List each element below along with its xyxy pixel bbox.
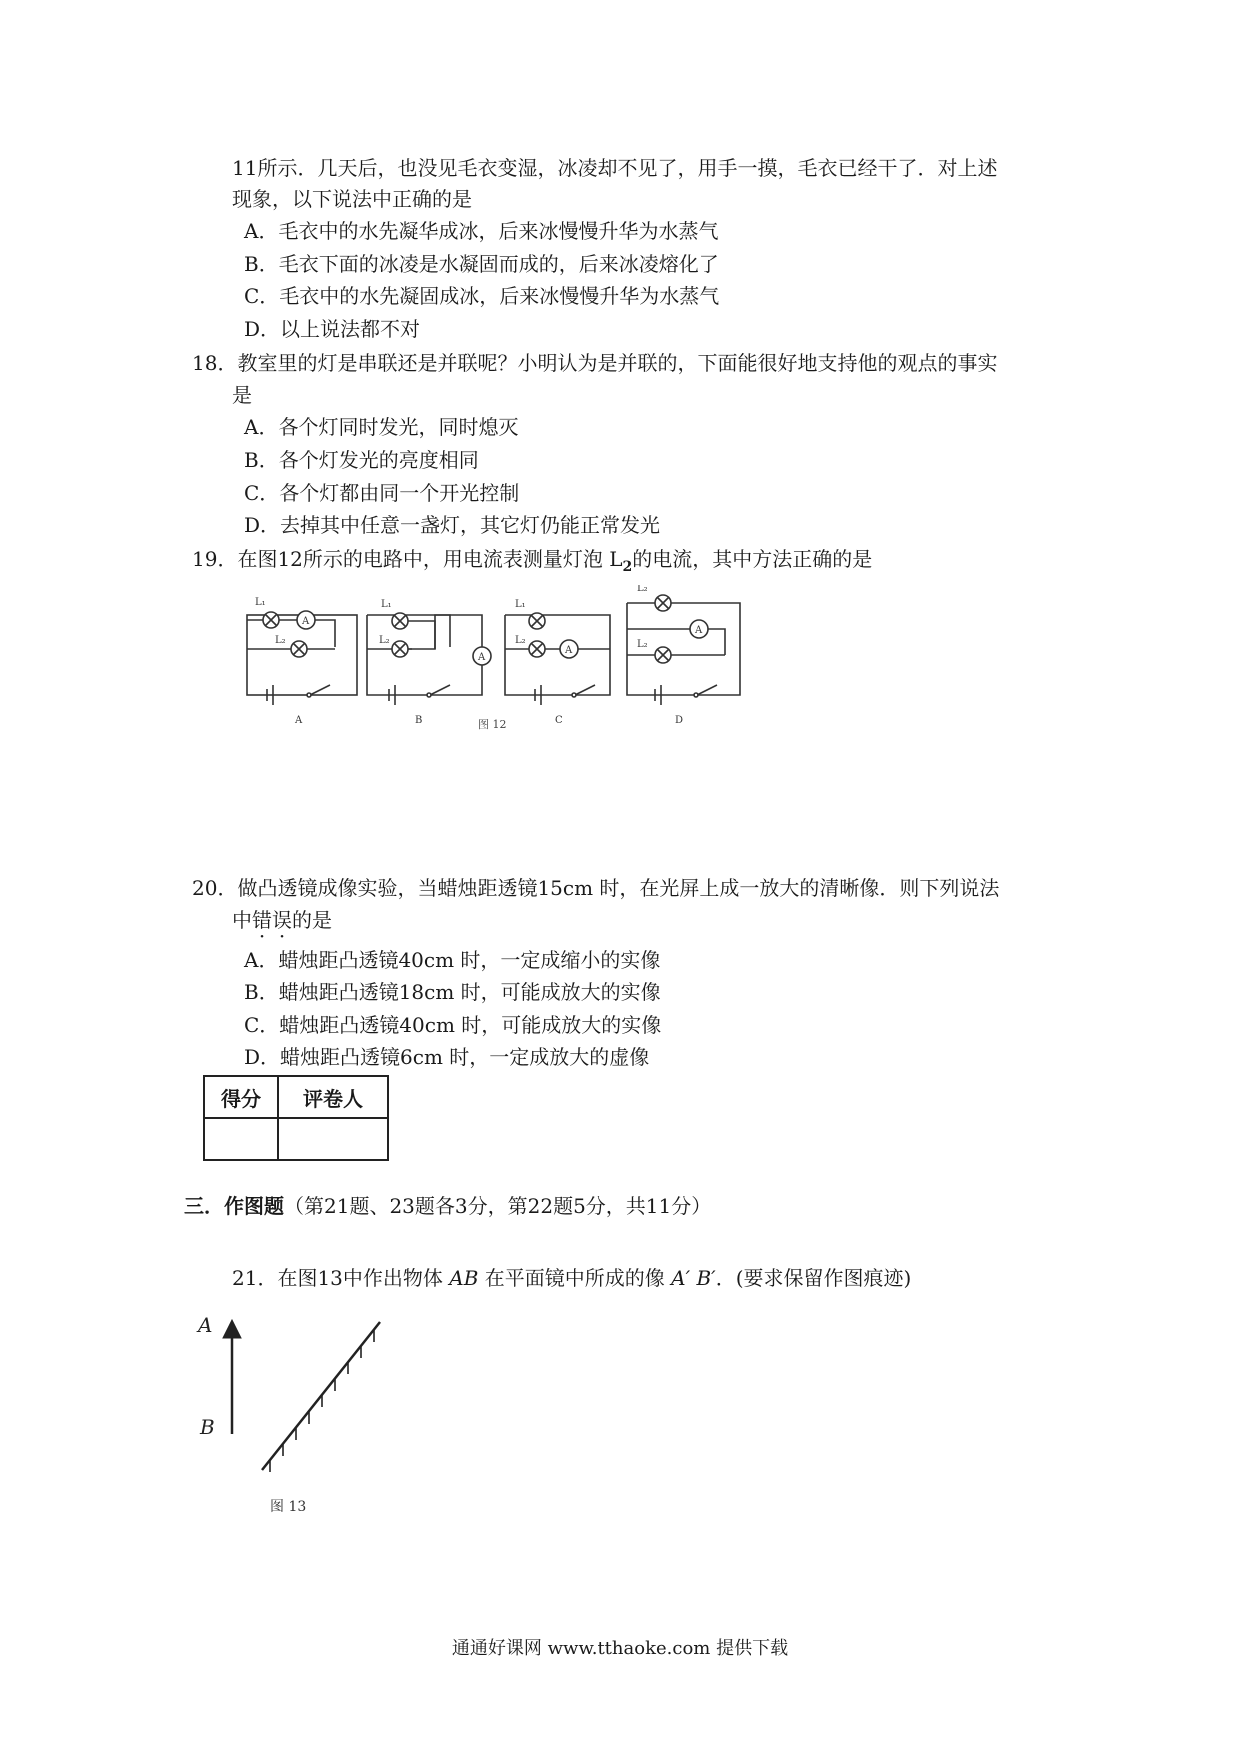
q21-suffix: ．(要求保留作图痕迹) bbox=[715, 1266, 912, 1290]
q20-option-b: B．蜡烛距凸透镜18cm 时，可能成放大的实像 bbox=[244, 980, 661, 1004]
label-a-ammeter: A bbox=[302, 616, 310, 627]
q20-option-d: D．蜡烛距凸透镜6cm 时，一定成放大的虚像 bbox=[244, 1045, 650, 1069]
label-a: A bbox=[198, 1313, 213, 1337]
q20-text-emph1: 错 bbox=[252, 908, 272, 932]
label-b-l1: L₁ bbox=[381, 599, 392, 610]
label-d-l2: L₂ bbox=[637, 639, 648, 650]
label-b: B bbox=[200, 1415, 215, 1439]
q17-option-a: A．毛衣中的水先凝华成冰，后来冰慢慢升华为水蒸气 bbox=[244, 219, 719, 243]
q19-text-suffix: 的电流，其中方法正确的是 bbox=[632, 547, 873, 571]
q21-aprime: A′ B′ bbox=[671, 1266, 716, 1290]
arrow-head-icon bbox=[223, 1320, 241, 1338]
label-c-ammeter: A bbox=[565, 645, 573, 656]
q19-line1 bbox=[192, 545, 872, 581]
q18-option-b: B．各个灯发光的亮度相同 bbox=[244, 448, 479, 472]
circuit-d bbox=[627, 595, 740, 705]
q17-line1: 11所示．几天后，也没见毛衣变湿，冰凌却不见了，用手一摸，毛衣已经干了．对上述 bbox=[232, 156, 998, 180]
q18-option-c: C．各个灯都由同一个开光控制 bbox=[244, 481, 520, 505]
label-c-l2: L₂ bbox=[515, 635, 526, 646]
circuit-label-d: D bbox=[675, 715, 684, 726]
circuit-c bbox=[505, 613, 610, 705]
grader-header: 评卷人 bbox=[278, 1076, 388, 1118]
q21-text bbox=[232, 1264, 911, 1292]
label-d-l2-top: L₂ bbox=[637, 585, 648, 594]
q20-option-a: A．蜡烛距凸透镜40cm 时，一定成缩小的实像 bbox=[244, 948, 661, 972]
plane-mirror bbox=[262, 1322, 380, 1470]
q18-option-a: A．各个灯同时发光，同时熄灭 bbox=[244, 415, 519, 439]
q20-option-c: C．蜡烛距凸透镜40cm 时，可能成放大的实像 bbox=[244, 1013, 662, 1037]
section-3-heading bbox=[184, 1192, 711, 1220]
figure-12 bbox=[235, 585, 755, 730]
q20-text-a: 中 bbox=[232, 908, 252, 932]
q20-line2 bbox=[232, 906, 332, 934]
figure-12-caption: 图 12 bbox=[478, 718, 507, 731]
q20-text-emph2: 误 bbox=[272, 908, 292, 932]
q18-line1: 18．教室里的灯是串联还是并联呢？小明认为是并联的，下面能很好地支持他的观点的事实 bbox=[192, 351, 998, 375]
figure-13-caption: 图 13 bbox=[270, 1499, 307, 1515]
label-c-l1: L₁ bbox=[515, 599, 526, 610]
q21-mid: 在平面镜中所成的像 bbox=[478, 1266, 672, 1290]
q20-line1: 20．做凸透镜成像实验，当蜡烛距透镜15cm 时，在光屏上成一放大的清晰像．则下列说法 bbox=[192, 876, 1000, 900]
q19-sub: 2 bbox=[622, 559, 633, 575]
score-table bbox=[203, 1075, 389, 1161]
q19-text-prefix: 19．在图12所示的电路中，用电流表测量灯泡 L bbox=[192, 547, 623, 571]
q18-option-d: D．去掉其中任意一盏灯，其它灯仍能正常发光 bbox=[244, 513, 661, 537]
circuit-label-b: B bbox=[415, 715, 423, 726]
grader-cell[interactable] bbox=[278, 1118, 388, 1160]
q21-ab: AB bbox=[449, 1266, 479, 1290]
circuit-label-a: A bbox=[295, 715, 303, 726]
q17-line2: 现象，以下说法中正确的是 bbox=[232, 187, 472, 211]
figure-13 bbox=[190, 1302, 410, 1502]
label-b-ammeter: A bbox=[478, 652, 486, 663]
label-a-l1: L₁ bbox=[255, 597, 266, 608]
label-d-ammeter: A bbox=[695, 625, 703, 636]
q20-text-d: 的是 bbox=[292, 908, 332, 932]
q17-option-d: D．以上说法都不对 bbox=[244, 317, 421, 341]
score-header: 得分 bbox=[204, 1076, 278, 1118]
q17-option-b: B．毛衣下面的冰凌是水凝固而成的，后来冰凌熔化了 bbox=[244, 252, 719, 276]
circuit-label-c: C bbox=[555, 715, 563, 726]
q18-line2: 是 bbox=[232, 383, 252, 407]
circuit-b bbox=[367, 613, 491, 705]
footer-credit: 通通好课网 www.tthaoke.com 提供下载 bbox=[451, 1638, 789, 1659]
score-cell[interactable] bbox=[204, 1118, 278, 1160]
q17-option-c: C．毛衣中的水先凝固成冰，后来冰慢慢升华为水蒸气 bbox=[244, 284, 720, 308]
section-3-title: 三．作图题 bbox=[184, 1194, 284, 1218]
label-b-l2: L₂ bbox=[379, 635, 390, 646]
label-a-l2: L₂ bbox=[275, 635, 286, 646]
q21-prefix: 21．在图13中作出物体 bbox=[232, 1266, 450, 1290]
section-3-detail: （第21题、23题各3分，第22题5分，共11分） bbox=[284, 1194, 712, 1218]
